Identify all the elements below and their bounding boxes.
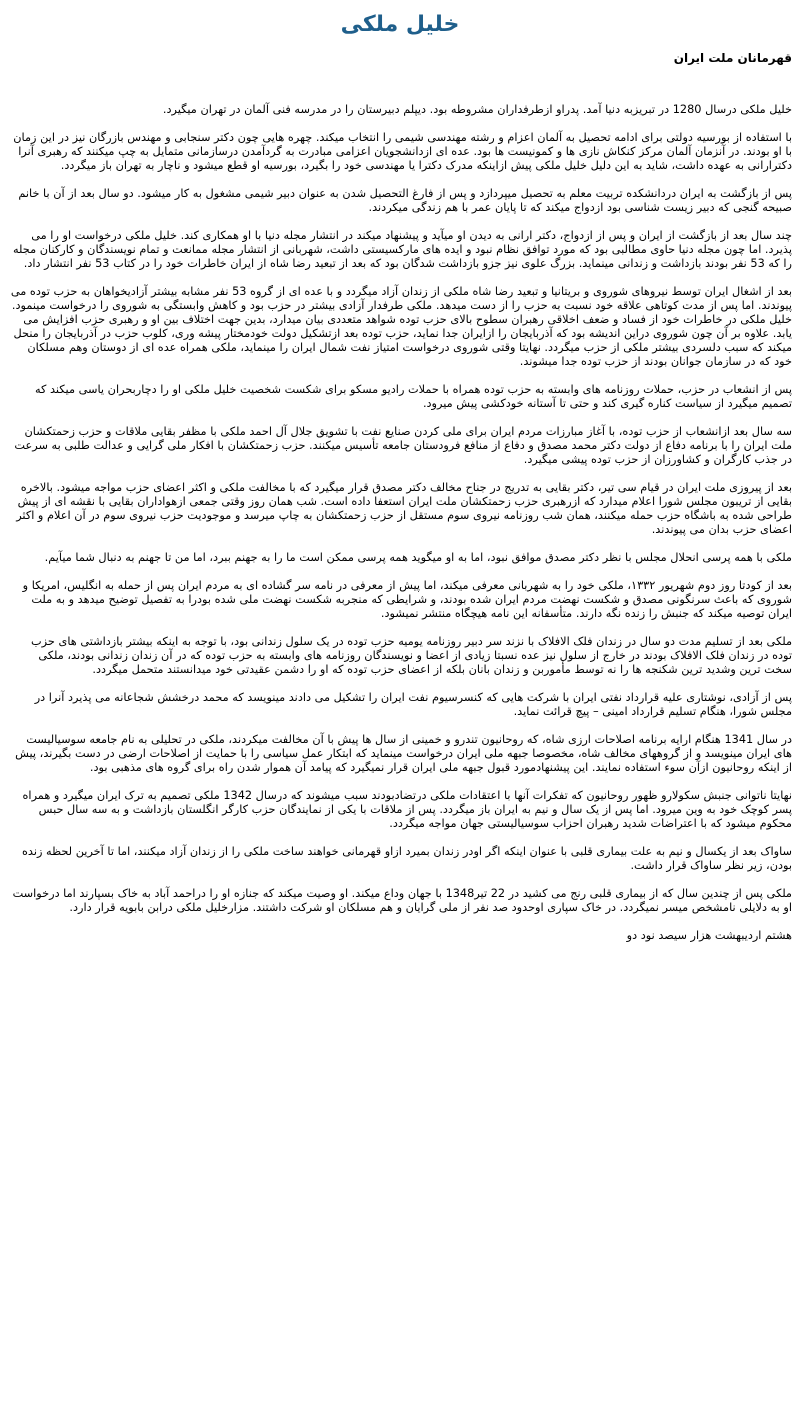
paragraph-3: پس از بازگشت به ایران دردانشکده تربیت معلم به تحصیل میپردازد و پس از فارغ التحصیل شدن به عنوان دبیر شیمی مشغول به کار میشود. دو سال بعد از آن با خانم صبیحه گنجی که دبیر زیست شناسی بود ازدواج میکند که تا پایان عمر با هم زندگی میکردند. (18, 186, 792, 214)
paragraph-1: خلیل ملکی درسال 1280 در تبریزبه دنیا آمد. پدراو ازطرفداران مشروطه بود. دیپلم دبیرستان را در مدرسه فنی آلمان در تهران میگیرد. (162, 102, 792, 116)
article-body (8, 103, 792, 943)
date-line: هشتم اردیبهشت هزار سیصد نود دو (626, 928, 792, 942)
paragraph-4: چند سال بعد از بازگشت از ایران و پس از ازدواج، دکتر ارانی به دیدن او میآید و پیشنهاد میکند در انتشار مجله دنیا با او همکاری کند. خلیل ملکی درخواست او را می پذیرد. اما چون مجله دنیا حاوی مطالبی بود که مورد توافق نظام نبود و ایده های مارکسیستی داشت، شهربانی از انتشار مجله ممانعت و تمام نویسندگان و کارکنان مجله را که 53 نفر بودند بازداشت و زندانی مینماید. بزرگ علوی نیز جزو بازداشت شدگان بود که بعد از تبعید رضا شاه از ایران خاطرات خود را در کتاب 53 نفر انتشار داد. (12, 228, 792, 270)
paragraph-6: پس از انشعاب در حزب، حملات روزنامه های وابسته به حزب توده همراه با حملات رادیو مسکو برای شکست شخصیت خلیل ملکی او را دچاربحران یاسی میکند که تصمیم میگیرد از سیاست کناره گیری کند و حتی تا آستانه خودکشی پیش میرود. (34, 382, 792, 410)
paragraph-12: پس از آزادی، نوشتاری علیه قرارداد نفتی ایران با شرکت هایی که کنسرسیوم نفت ایران را تشکیل می دادند مینویسد که محمد درخشش شجاعانه می پذیرد آنرا در مجلس شورا، هنگام تسلیم قرارداد امینی – پیچ قرائت نماید. (34, 690, 792, 718)
paragraph-11: ملکی بعد از تسلیم مدت دو سال در زندان فلک الافلاک با نزند سر دبیر روزنامه یومیه حزب توده در یک سلول زندانی بود، با توجه به اینکه بیشتر بازداشتی های حزب توده در زندان فلک الافلاک بودند در خارج از سلول نیز عده نسبتا زیادی از اعضا و نویسندگان روزنامه های وابسته به حزب توده که در آن زندان زندانی بودند، ملکی سخت ترین وشدید ترین شکنجه ها را نه توسط مأموربن و زندان بانان بلکه از اعضای حزب توده که او را دشمن عقیدتی خود میدانستند متحمل میگردد. (31, 634, 792, 676)
paragraph-13: در سال 1341 هنگام ارایه برنامه اصلاحات ارزی شاه، که روحانیون تندرو و خمینی از سال ها پیش با آن مخالفت میکردند، ملکی در تحلیلی به نام جامعه سوسیالیست های ایران مینویسد و از گروههای مخالف شاه، مخصوصا جبهه ملی ایران درخواست مینماید که ابتکار عمل سیاسی را با حمایت از اصلاحات ارضی در دست بگیرند، پیش از اینکه روحانیون ازآن سوء استفاده نمایند. این پیشنهادمورد قبول جبهه ملی ایران قرار نمیگیرد که پیامد آن هموار شدن راه برای گروه های مذهبی بود. (15, 732, 792, 774)
paragraph-7: سه سال بعد ازانشعاب از حزب توده، با آغاز مبارزات مردم ایران برای ملی کردن صنایع نفت با تشویق جلال آل احمد ملکی با مظفر بقایی ملاقات و حزب زحمتکشان ملت ایران را با برنامه دفاع از دولت دکتر محمد مصدق و دفاع از منافع فرودستان جامعه تأسیس میکنند. حزب زحمتکشان با افکار ملی گرایی و عدالت طلبی به سرعت در جذب کارگران و کشاورزان از حزب توده پیشی میگیرد. (14, 424, 792, 466)
paragraph-8: بعد از پیروزی ملت ایران در قیام سی تیر، دکتر بقایی به تدریج در جناح مخالف دکتر مصدق قرار میگیرد که با مخالفت ملکی و اکثر اعضای حزب مواجه میشود. بالاخره بقایی از تریبون مجلس شورا اعلام میدارد که ازرهبری حزب زحمتکشان ملت ایران استعفا داده است. شب همان روز وقتی جمعی ازهواداران بقایی با نقشه ای از پیش طراحی شده به باشگاه حزب حمله میکنند، همان شب روزنامه نیروی سوم مستقل از حزب زحمتکشان به چاپ میرسد و موجودیت حزب نیروی سوم در آن اعلام و اکثر اعضای حزب بدان می پیوندند. (16, 480, 792, 536)
article (8, 0, 792, 943)
paragraph-9: ملکی با همه پرسی انحلال مجلس با نظر دکتر مصدق موافق نبود، اما به او میگوید همه پرسی ممکن است ما را به جهنم ببرد، اما من تا جهنم به دنبال شما میآیم. (44, 550, 792, 564)
page-title: خلیل ملکی (340, 12, 460, 37)
paragraph-10: بعد از کودتا روز دوم شهریور ۱۳۳۲، ملکی خود را به شهربانی معرفی میکند، اما پیش از معرفی در نامه سر گشاده ای به مردم ایران پس از حمله به انگلیس، امریکا و شوروی که باعث سرنگونی مصدق و شکست نهضت مردم ایران شده بودند، و شرایطی که منجربه شکست نهضت ملی شده بودرا به تفصیل توضیح میدهد و به ملت ایران توصیه میکند که جنبش را زنده نگه دارند. متأسفانه این نامه هیچگاه منتشر نمیشود. (22, 578, 792, 620)
paragraph-5: بعد از اشغال ایران توسط نیروهای شوروی و بریتانیا و تبعید رضا شاه ملکی از زندان آزاد میگردد و با عده ای از گروه 53 نفر مشابه بیشتر آزادیخواهان به حزب توده می پیوندند. اما پس از مدت کوتاهی علاقه خود نسبت به حزب را از دست میدهد. ملکی طرفدار آزادی بیشتر در حزب بود و کاهش وابستگی به شوروی را درخواست مینمود. خلیل ملکی در خاطرات خود از فساد و ضعف اخلاقی رهبران سطوح بالای حزب توده شواهد متعددی بیان میدارد، بدین جهت اختلاف بین او و رهبری حزب افزایش می یابد. علاوه بر آن چون شوروی دراین اندیشه بود که آذربایجان را ازایران جدا نماید، حزب توده بعد ازتشکیل دولت خودمختار پیشه وری، کلوب حزب در آذربایجان را منحل میکند که سبب دلسردی بیشتر ملکی از حزب میگردد. نهایتا وقتی شوروی درخواست امتیاز نفت شمال ایران را مینماید، ملکی همراه عده ای از دوستان وهم مسلکان خود که در سازمان جوانان بودند از حزب توده جدا میشوند. (10, 284, 792, 368)
paragraph-14: نهایتا ناتوانی جنبش سکولارو ظهور روحانیون که تفکرات آنها با اعتقادات ملکی درتضادبودند سبب میشوند که درسال 1342 ملکی تصمیم به ترک ایران میگیرد و همراه پسر کوچک خود به وین میرود. اما پس از یک سال و نیم به ایران باز میگردد. پس از ملاقات با یکی از نمایندگان حزب کارگر انگلستان بازداشت و به سه سال حبس محکوم میشود که با اعتراضات شدید رهبران احزاب سوسیالیستی جهان مواجه میگردد. (22, 788, 792, 830)
paragraph-2: با استفاده از بورسیه دولتی برای ادامه تحصیل به آلمان اعزام و رشته مهندسی شیمی را انتخاب میکند. چهره هایی چون دکتر سنجابی و مهندس بازرگان نیز در این زمان با او بودند. در آنزمان آلمان مرکز کنکاش نازی ها و کمونیست ها بود. عده ای ازدانشجویان اعزامی مبادرت به گردآمدن درسازمانی متمایل به چپ میکنند که رهبری آنرا دکترارانی به عهده داشت، شاید به این دلیل خلیل ملکی پیش ازاینکه مدرک دکترا یا مهندسی خود را بگیرد، بورسیه او قطع میشود و ناچار به تهران باز میگردد. (13, 130, 792, 172)
page-subtitle: قهرمانان ملت ایران (673, 50, 792, 65)
paragraph-15: ساواک بعد از یکسال و نیم به علت بیماری قلبی با عنوان اینکه اگر اودر زندان بمیرد ازاو قهرمانی خواهند ساخت ملکی را از زندان آزاد میکنند، اما تا آخرین لحظه زنده بودن، زیر نظر ساواک قرار داشت. (22, 844, 792, 872)
paragraph-16: ملکی پس از چندین سال که از بیماری قلبی رنج می کشید در 22 تیر1348 با جهان وداع میکند. او وصیت میکند که جنازه او را دراحمد آباد به خاک بسپارند اما درخواست او به دلایلی نامشخص میسر نمیگردد. در خاک سپاری اوحدود صد نفر از ملی گرایان و هم مسلکان او شرکت داشتند. مزارخلیل ملکی درابن بابویه قرار دارد. (12, 886, 792, 914)
